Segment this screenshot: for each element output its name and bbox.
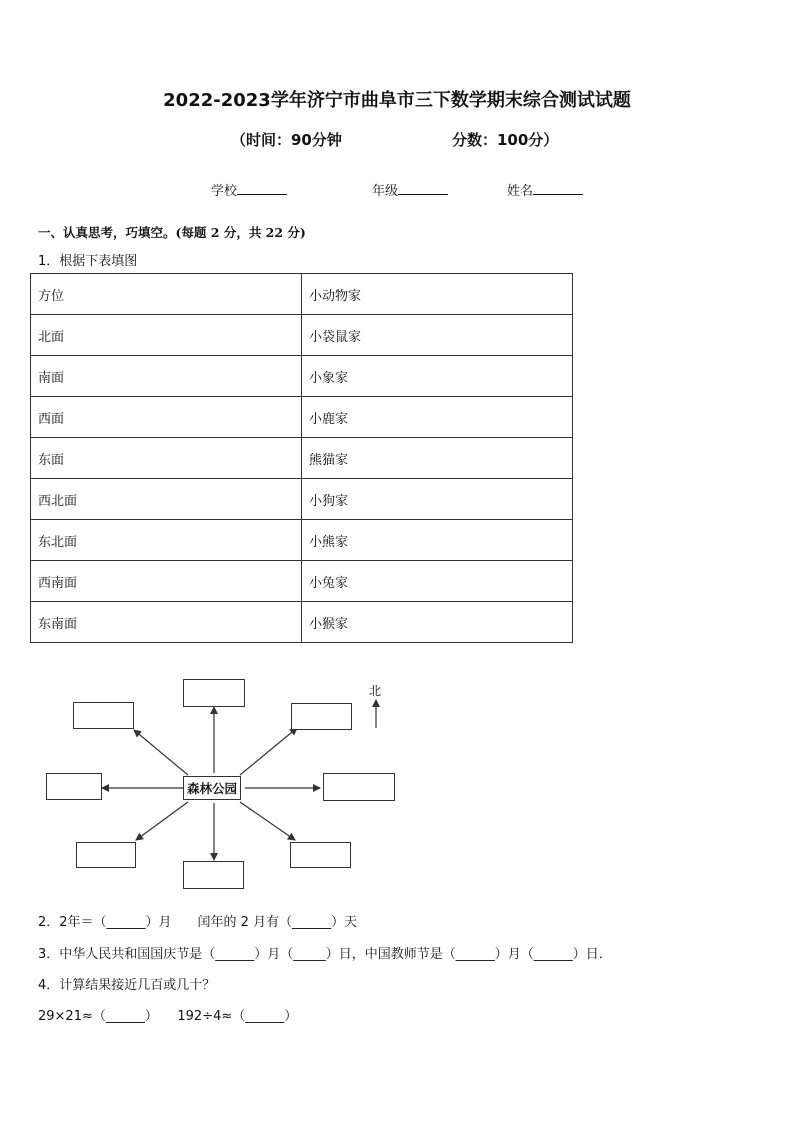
grade-blank[interactable] (398, 182, 448, 195)
box-northwest[interactable] (73, 702, 134, 729)
arrow-southeast (240, 802, 295, 840)
table-row (31, 479, 573, 520)
box-southwest[interactable] (76, 842, 136, 868)
table-row (31, 438, 573, 479)
table-cell: 小象家 (302, 356, 573, 397)
name-label: 姓名 (507, 184, 534, 199)
question-1: 1．根据下表填图 (38, 254, 138, 269)
box-east[interactable] (323, 773, 395, 801)
arrow-northeast (240, 728, 297, 775)
box-northeast[interactable] (291, 703, 352, 730)
north-label: 北 (369, 684, 382, 698)
arrow-southwest (136, 802, 188, 840)
table-row (31, 520, 573, 561)
table-cell: 小猴家 (302, 602, 573, 643)
table-cell: 小鹿家 (302, 397, 573, 438)
table-row (31, 274, 573, 315)
table-cell: 北面 (31, 315, 302, 356)
table-cell: 小狗家 (302, 479, 573, 520)
school-field[interactable] (211, 180, 287, 199)
table-cell: 方位 (31, 274, 302, 315)
table-cell: 小兔家 (302, 561, 573, 602)
name-field[interactable] (507, 180, 583, 199)
box-southeast[interactable] (290, 842, 351, 868)
table-row (31, 315, 573, 356)
box-west[interactable] (46, 773, 102, 800)
table-cell: 小熊家 (302, 520, 573, 561)
table-cell: 小动物家 (302, 274, 573, 315)
grade-field[interactable] (372, 180, 448, 199)
table-cell: 西北面 (31, 479, 302, 520)
table-cell: 小袋鼠家 (302, 315, 573, 356)
table-row (31, 561, 573, 602)
table-cell: 东南面 (31, 602, 302, 643)
question-2: 2．2年＝（______）月 闰年的 2 月有（______）天 (38, 915, 358, 930)
exam-score: 分数：100分） (452, 131, 559, 149)
school-label: 学校 (211, 184, 238, 199)
table-cell: 南面 (31, 356, 302, 397)
table-cell: 西南面 (31, 561, 302, 602)
box-north[interactable] (183, 679, 245, 707)
question-4: 4．计算结果接近几百或几十？ (38, 978, 216, 993)
question-4-calc: 29×21≈（______） 192÷4≈（______） (38, 1009, 298, 1024)
center-label: 森林公园 (183, 776, 241, 800)
table-row (31, 397, 573, 438)
table-cell: 东面 (31, 438, 302, 479)
page-title: 2022-2023学年济宁市曲阜市三下数学期末综合测试试题 (163, 90, 631, 111)
table-cell: 熊猫家 (302, 438, 573, 479)
school-blank[interactable] (237, 182, 287, 195)
table-cell: 西面 (31, 397, 302, 438)
grade-label: 年级 (372, 184, 399, 199)
direction-diagram (40, 670, 400, 900)
table-row (31, 356, 573, 397)
exam-time: （时间：90分钟 (231, 131, 342, 149)
table-cell: 东北面 (31, 520, 302, 561)
arrow-northwest (134, 730, 188, 775)
direction-table (30, 273, 573, 643)
question-3: 3．中华人民共和国国庆节是（______）月（_____）日，中国教师节是（______）月（______）日． (38, 947, 612, 962)
box-south[interactable] (183, 861, 244, 889)
table-row (31, 602, 573, 643)
name-blank[interactable] (533, 182, 583, 195)
section-heading: 一、认真思考，巧填空。(每题 2 分，共 22 分) (38, 225, 306, 240)
